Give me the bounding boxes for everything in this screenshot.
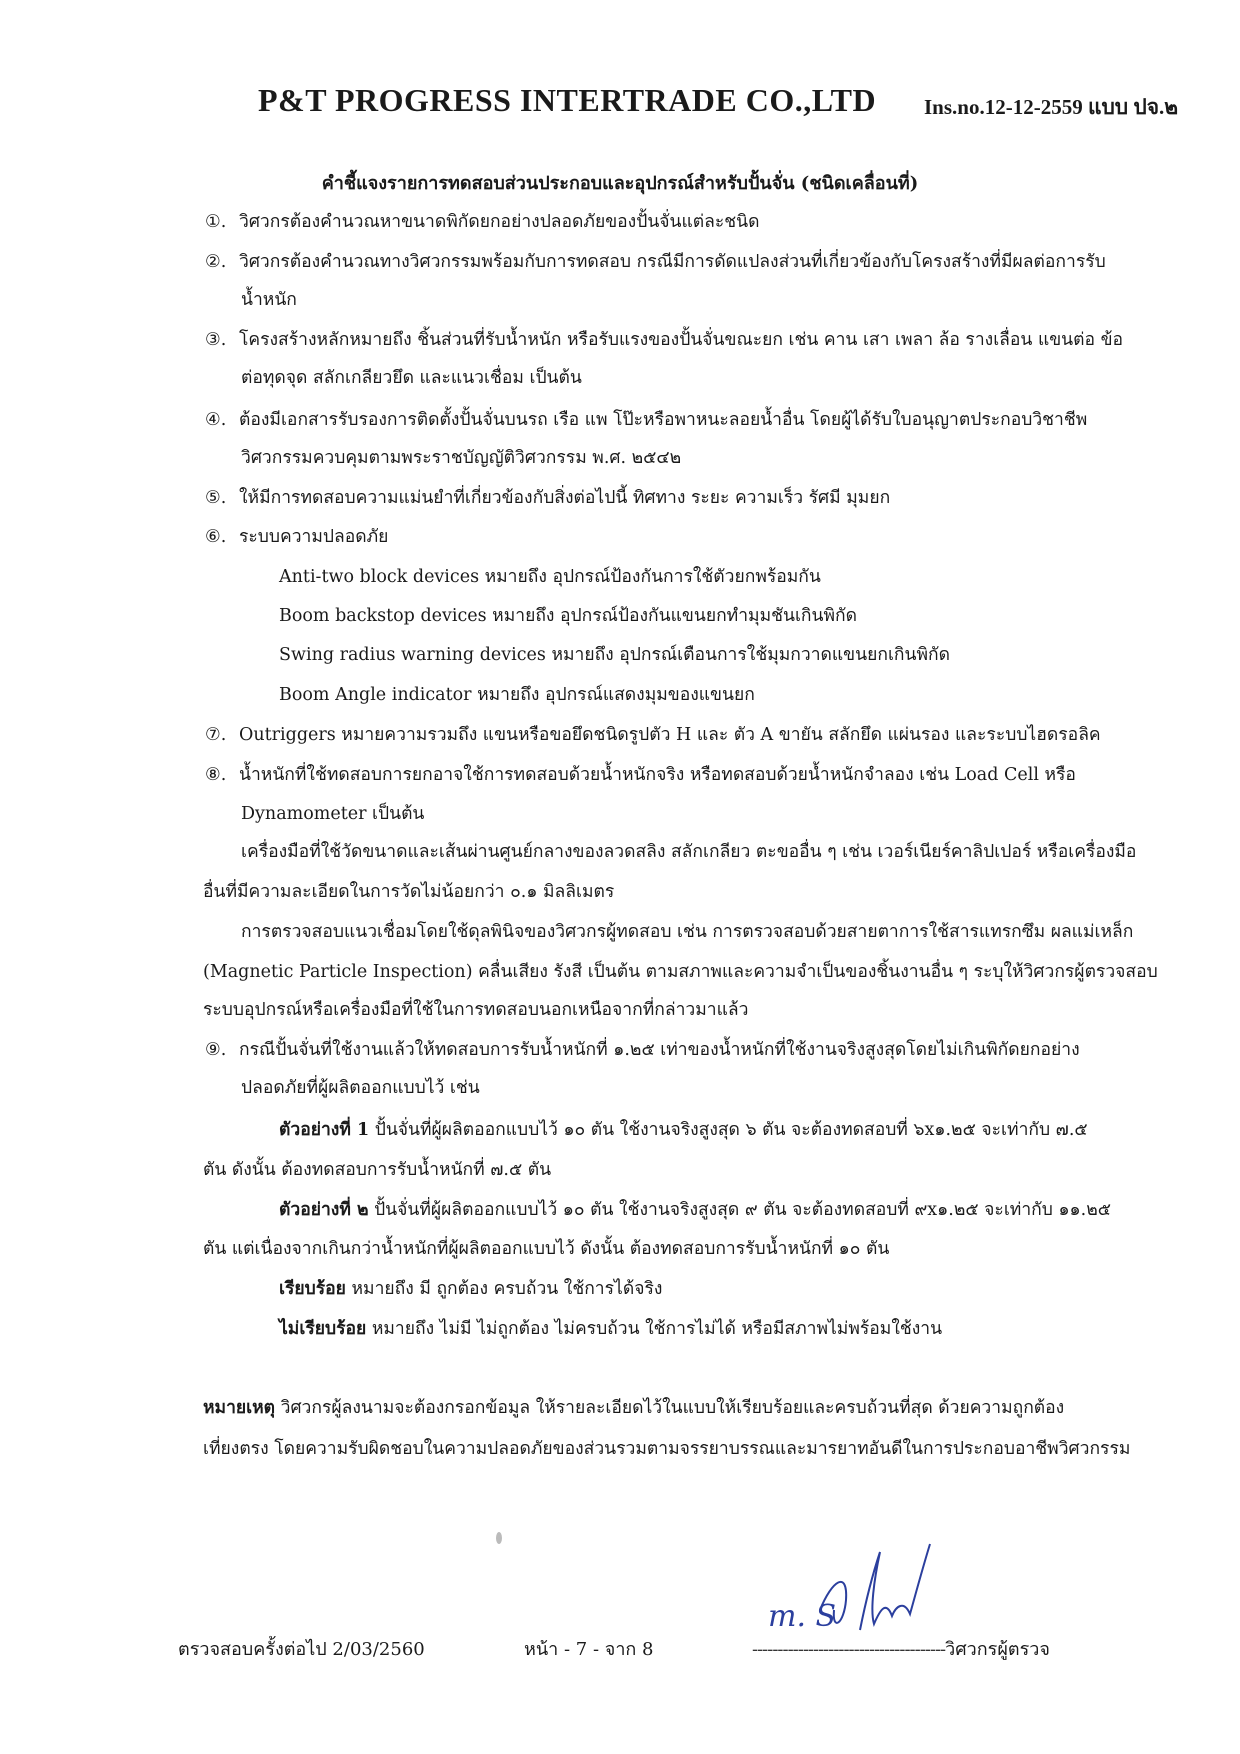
item-text: วิศวกรต้องคำนวณหาขนาดพิกัดยกอย่างปลอดภัยของปั้นจั่นแต่ละชนิด bbox=[239, 212, 760, 232]
definition-text: หมายถึง มี ถูกต้อง ครบถ้วน ใช้การได้จริง bbox=[351, 1279, 663, 1299]
item-number: ⑥. bbox=[205, 527, 227, 547]
item-number: ①. bbox=[205, 212, 227, 232]
signature-dashes: -------------------------------------- bbox=[752, 1639, 946, 1660]
safety-sub-4: Boom Angle indicator หมายถึง อุปกรณ์แสดงมุมของแขนยก bbox=[279, 685, 755, 705]
item-number: ⑤. bbox=[205, 488, 227, 508]
item-4-cont: วิศวกรรมควบคุมตามพระราชบัญญัติวิศวกรรม พ.ศ. ๒๕๔๒ bbox=[241, 448, 682, 468]
weld-inspection-para: การตรวจสอบแนวเชื่อมโดยใช้ดุลพินิจของวิศวกรผู้ทดสอบ เช่น การตรวจสอบด้วยสายตาการใช้สารแทรกซึม ผลแม่เหล็ก bbox=[241, 922, 1134, 942]
signature-initials: m. S bbox=[768, 1599, 837, 1634]
item-9 bbox=[205, 1038, 1080, 1062]
example-1-cont: ตัน ดังนั้น ต้องทดสอบการรับน้ำหนักที่ ๗.๕ ตัน bbox=[203, 1160, 552, 1180]
signature-line bbox=[752, 1634, 1050, 1663]
item-number: ⑧. bbox=[205, 765, 227, 785]
item-2-cont: น้ำหนัก bbox=[241, 290, 297, 310]
next-inspection-date: ตรวจสอบครั้งต่อไป 2/03/2560 bbox=[178, 1639, 425, 1660]
item-text: วิศวกรต้องคำนวณทางวิศวกรรมพร้อมกับการทดสอบ กรณีมีการดัดแปลงส่วนที่เกี่ยวข้องกับโครงสร้างที่มีผลต่อการรับ bbox=[239, 252, 1106, 272]
signer-role: วิศวกรผู้ตรวจ bbox=[945, 1639, 1050, 1660]
weld-inspection-para-cont-1: (Magnetic Particle Inspection) คลื่นเสียง รังสี เป็นต้น ตามสภาพและความจำเป็นของชิ้นงานอื่น ๆ ระบุให้วิศวกรผู้ตรวจสอบ bbox=[203, 962, 1158, 982]
safety-sub-1: Anti-two block devices หมายถึง อุปกรณ์ป้องกันการใช้ตัวยกพร้อมกัน bbox=[279, 567, 821, 587]
item-text: น้ำหนักที่ใช้ทดสอบการยกอาจใช้การทดสอบด้วยน้ำหนักจริง หรือทดสอบด้วยน้ำหนักจำลอง เช่น Load Cell หรือ bbox=[239, 765, 1076, 785]
item-text: ระบบความปลอดภัย bbox=[239, 527, 389, 547]
definition-label: เรียบร้อย bbox=[279, 1279, 346, 1299]
remark-cont: เที่ยงตรง โดยความรับผิดชอบในความปลอดภัยของส่วนรวมตามจรรยาบรรณและมารยาทอันดีในการประกอบอาชีพวิศวกรรม bbox=[203, 1439, 1131, 1459]
item-text: ให้มีการทดสอบความแม่นยำที่เกี่ยวข้องกับสิ่งต่อไปนี้ ทิศทาง ระยะ ความเร็ว รัศมี มุมยก bbox=[239, 488, 891, 508]
definition-label: ไม่เรียบร้อย bbox=[279, 1319, 367, 1339]
item-text: Outriggers หมายความรวมถึง แขนหรือขอยึดชนิดรูปตัว H และ ตัว A ขายัน สลักยึด แผ่นรอง และระบบไฮดรอลิค bbox=[239, 725, 1101, 745]
item-number: ④. bbox=[205, 410, 227, 430]
company-name: P&T PROGRESS INTERTRADE CO.,LTD bbox=[258, 82, 877, 118]
example-text: ปั้นจั่นที่ผู้ผลิตออกแบบไว้ ๑๐ ตัน ใช้งานจริงสูงสุด ๙ ตัน จะต้องทดสอบที่ ๙x๑.๒๕ จะเท่ากับ ๑๑.๒๕ bbox=[374, 1200, 1112, 1220]
inspection-number: Ins.no.12-12-2559 แบบ ปจ.๒ bbox=[924, 95, 1179, 119]
weld-inspection-para-cont-2: ระบบอุปกรณ์หรือเครื่องมือที่ใช้ในการทดสอบนอกเหนือจากที่กล่าวมาแล้ว bbox=[203, 1000, 749, 1020]
item-1 bbox=[205, 210, 759, 234]
remark-label: หมายเหตุ bbox=[203, 1398, 276, 1418]
page-title: คำชี้แจงรายการทดสอบส่วนประกอบและอุปกรณ์สำหรับปั้นจั่น (ชนิดเคลื่อนที่) bbox=[321, 173, 919, 194]
item-2 bbox=[205, 250, 1106, 274]
definition-text: หมายถึง ไม่มี ไม่ถูกต้อง ไม่ครบถ้วน ใช้การไม่ได้ หรือมีสภาพไม่พร้อมใช้งาน bbox=[371, 1319, 943, 1339]
example-text: ปั้นจั่นที่ผู้ผลิตออกแบบไว้ ๑๐ ตัน ใช้งานจริงสูงสุด ๖ ตัน จะต้องทดสอบที่ ๖x๑.๒๕ จะเท่ากับ ๗.๕ bbox=[374, 1120, 1088, 1140]
definition-ok bbox=[279, 1277, 662, 1301]
item-8 bbox=[205, 763, 1076, 787]
safety-sub-2: Boom backstop devices หมายถึง อุปกรณ์ป้องกันแขนยกทำมุมชันเกินพิกัด bbox=[279, 606, 857, 626]
item-number: ③. bbox=[205, 330, 227, 350]
example-2-cont: ตัน แต่เนื่องจากเกินกว่าน้ำหนักที่ผู้ผลิตออกแบบไว้ ดังนั้น ต้องทดสอบการรับน้ำหนักที่ ๑๐ ตัน bbox=[203, 1239, 890, 1259]
definition-not-ok bbox=[279, 1317, 942, 1341]
example-1 bbox=[279, 1118, 1088, 1142]
item-number: ②. bbox=[205, 252, 227, 272]
example-label: ตัวอย่างที่ 1 bbox=[279, 1120, 370, 1140]
item-3 bbox=[205, 328, 1123, 352]
item-7 bbox=[205, 723, 1101, 747]
item-4 bbox=[205, 408, 1087, 432]
page-number: หน้า - 7 - จาก 8 bbox=[524, 1639, 654, 1660]
remark-text: วิศวกรผู้ลงนามจะต้องกรอกข้อมูล ให้รายละเอียดไว้ในแบบให้เรียบร้อยและครบถ้วนที่สุด ด้วยความถูกต้อง bbox=[280, 1398, 1065, 1418]
item-5 bbox=[205, 486, 890, 510]
safety-sub-3: Swing radius warning devices หมายถึง อุปกรณ์เตือนการใช้มุมกวาดแขนยกเกินพิกัด bbox=[279, 645, 950, 665]
scan-speck bbox=[496, 1532, 502, 1544]
remark bbox=[203, 1396, 1064, 1420]
example-2 bbox=[279, 1198, 1111, 1222]
measuring-tools-para: เครื่องมือที่ใช้วัดขนาดและเส้นผ่านศูนย์กลางของลวดสลิง สลักเกลียว ตะขออื่น ๆ เช่น เวอร์เนียร์คาลิปเปอร์ หรือเครื่องมือ bbox=[241, 842, 1137, 862]
measuring-tools-para-cont: อื่นที่มีความละเอียดในการวัดไม่น้อยกว่า ๐.๑ มิลลิเมตร bbox=[203, 882, 615, 902]
item-3-cont: ต่อทุดจุด สลักเกลียวยึด และแนวเชื่อม เป็นต้น bbox=[241, 368, 582, 388]
item-8-cont: Dynamometer เป็นต้น bbox=[241, 804, 425, 824]
example-label: ตัวอย่างที่ ๒ bbox=[279, 1200, 369, 1220]
item-text: โครงสร้างหลักหมายถึง ชิ้นส่วนที่รับน้ำหนัก หรือรับแรงของปั้นจั่นขณะยก เช่น คาน เสา เพลา ล้อ รางเลื่อน แขนต่อ ข้อ bbox=[239, 330, 1124, 350]
item-text: ต้องมีเอกสารรับรองการติดตั้งปั้นจั่นบนรถ เรือ แพ โป๊ะหรือพาหนะลอยน้ำอื่น โดยผู้ได้รับใบอนุญาตประกอบวิชาชีพ bbox=[239, 410, 1088, 430]
item-number: ⑨. bbox=[205, 1040, 227, 1060]
item-text: กรณีปั้นจั่นที่ใช้งานแล้วให้ทดสอบการรับน้ำหนักที่ ๑.๒๕ เท่าของน้ำหนักที่ใช้งานจริงสูงสุดโดยไม่เกินพิกัดยกอย่าง bbox=[239, 1040, 1080, 1060]
item-number: ⑦. bbox=[205, 725, 227, 745]
item-9-cont: ปลอดภัยที่ผู้ผลิตออกแบบไว้ เช่น bbox=[241, 1078, 480, 1098]
item-6 bbox=[205, 525, 388, 549]
